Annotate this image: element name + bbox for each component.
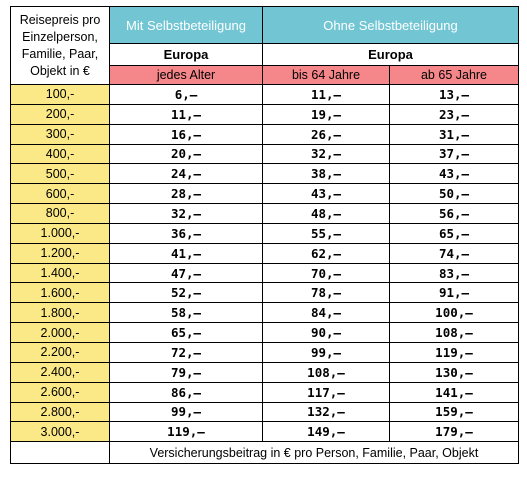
table-row [11, 144, 519, 164]
premium-ab-65: 65,– [390, 223, 519, 243]
premium-bis-64: 62,– [263, 243, 390, 263]
price-cell: 2.600,- [11, 382, 110, 402]
premium-ab-65: 179,– [390, 422, 519, 442]
premium-ab-65: 159,– [390, 402, 519, 422]
age-all: jedes Alter [110, 66, 263, 85]
price-cell: 600,- [11, 184, 110, 204]
premium-bis-64: 48,– [263, 204, 390, 224]
premium-mit: 47,– [110, 263, 263, 283]
premium-bis-64: 55,– [263, 223, 390, 243]
premium-mit: 79,– [110, 362, 263, 382]
price-cell: 1.800,- [11, 303, 110, 323]
price-cell: 2.200,- [11, 342, 110, 362]
premium-mit: 28,– [110, 184, 263, 204]
premium-bis-64: 132,– [263, 402, 390, 422]
premium-mit: 58,– [110, 303, 263, 323]
premium-ab-65: 74,– [390, 243, 519, 263]
corner-label [11, 7, 110, 85]
premium-bis-64: 32,– [263, 144, 390, 164]
price-cell: 1.600,- [11, 283, 110, 303]
price-cell: 2.400,- [11, 362, 110, 382]
premium-ab-65: 83,– [390, 263, 519, 283]
premium-mit: 20,– [110, 144, 263, 164]
table-row [11, 283, 519, 303]
premium-bis-64: 90,– [263, 323, 390, 343]
premium-bis-64: 11,– [263, 85, 390, 105]
premium-ab-65: 31,– [390, 124, 519, 144]
premium-ab-65: 13,– [390, 85, 519, 105]
price-cell: 500,- [11, 164, 110, 184]
premium-ab-65: 130,– [390, 362, 519, 382]
price-cell: 1.200,- [11, 243, 110, 263]
premium-ab-65: 100,– [390, 303, 519, 323]
price-cell: 100,- [11, 85, 110, 105]
header-row-top [11, 7, 519, 44]
premium-mit: 86,– [110, 382, 263, 402]
premium-mit: 16,– [110, 124, 263, 144]
premium-bis-64: 70,– [263, 263, 390, 283]
table-row [11, 164, 519, 184]
premium-ab-65: 43,– [390, 164, 519, 184]
premium-bis-64: 78,– [263, 283, 390, 303]
insurance-price-table [10, 6, 519, 464]
price-cell: 300,- [11, 124, 110, 144]
table-row [11, 85, 519, 105]
premium-mit: 41,– [110, 243, 263, 263]
table-row [11, 124, 519, 144]
price-cell: 2.800,- [11, 402, 110, 422]
premium-mit: 32,– [110, 204, 263, 224]
table-row [11, 104, 519, 124]
premium-bis-64: 108,– [263, 362, 390, 382]
premium-ab-65: 141,– [390, 382, 519, 402]
premium-mit: 65,– [110, 323, 263, 343]
table-row [11, 184, 519, 204]
premium-bis-64: 19,– [263, 104, 390, 124]
premium-ab-65: 91,– [390, 283, 519, 303]
region-ohne: Europa [263, 44, 519, 66]
table-row [11, 263, 519, 283]
premium-ab-65: 56,– [390, 204, 519, 224]
premium-ab-65: 50,– [390, 184, 519, 204]
footer-blank-cell [11, 442, 110, 464]
premium-ab-65: 108,– [390, 323, 519, 343]
premium-bis-64: 84,– [263, 303, 390, 323]
price-cell: 1.400,- [11, 263, 110, 283]
premium-mit: 11,– [110, 104, 263, 124]
premium-bis-64: 38,– [263, 164, 390, 184]
premium-bis-64: 26,– [263, 124, 390, 144]
premium-mit: 24,– [110, 164, 263, 184]
premium-bis-64: 117,– [263, 382, 390, 402]
table-row [11, 362, 519, 382]
premium-ab-65: 37,– [390, 144, 519, 164]
price-cell: 3.000,- [11, 422, 110, 442]
header-mit-selbstbeteiligung: Mit Selbstbeteiligung [110, 7, 263, 44]
header-ohne-selbstbeteiligung: Ohne Selbstbeteiligung [263, 7, 519, 44]
age-to-64: bis 64 Jahre [263, 66, 390, 85]
premium-mit: 36,– [110, 223, 263, 243]
premium-mit: 52,– [110, 283, 263, 303]
table-row [11, 204, 519, 224]
price-cell: 2.000,- [11, 323, 110, 343]
corner-label-text: Reisepreis pro Einzelperson, Familie, Paar, Objekt in € [19, 12, 101, 78]
premium-bis-64: 149,– [263, 422, 390, 442]
price-cell: 1.000,- [11, 223, 110, 243]
table-row [11, 402, 519, 422]
premium-mit: 6,– [110, 85, 263, 105]
premium-ab-65: 119,– [390, 342, 519, 362]
premium-bis-64: 43,– [263, 184, 390, 204]
footer-row [11, 442, 519, 464]
table-row [11, 223, 519, 243]
footer-note: Versicherungsbeitrag in € pro Person, Familie, Paar, Objekt [110, 442, 519, 464]
premium-bis-64: 99,– [263, 342, 390, 362]
table-row [11, 342, 519, 362]
table-row [11, 422, 519, 442]
price-cell: 200,- [11, 104, 110, 124]
table-row [11, 382, 519, 402]
age-from-65: ab 65 Jahre [390, 66, 519, 85]
table-row [11, 303, 519, 323]
table-row [11, 243, 519, 263]
premium-mit: 72,– [110, 342, 263, 362]
price-cell: 400,- [11, 144, 110, 164]
region-mit: Europa [110, 44, 263, 66]
premium-mit: 99,– [110, 402, 263, 422]
premium-ab-65: 23,– [390, 104, 519, 124]
table-row [11, 323, 519, 343]
price-cell: 800,- [11, 204, 110, 224]
premium-mit: 119,– [110, 422, 263, 442]
